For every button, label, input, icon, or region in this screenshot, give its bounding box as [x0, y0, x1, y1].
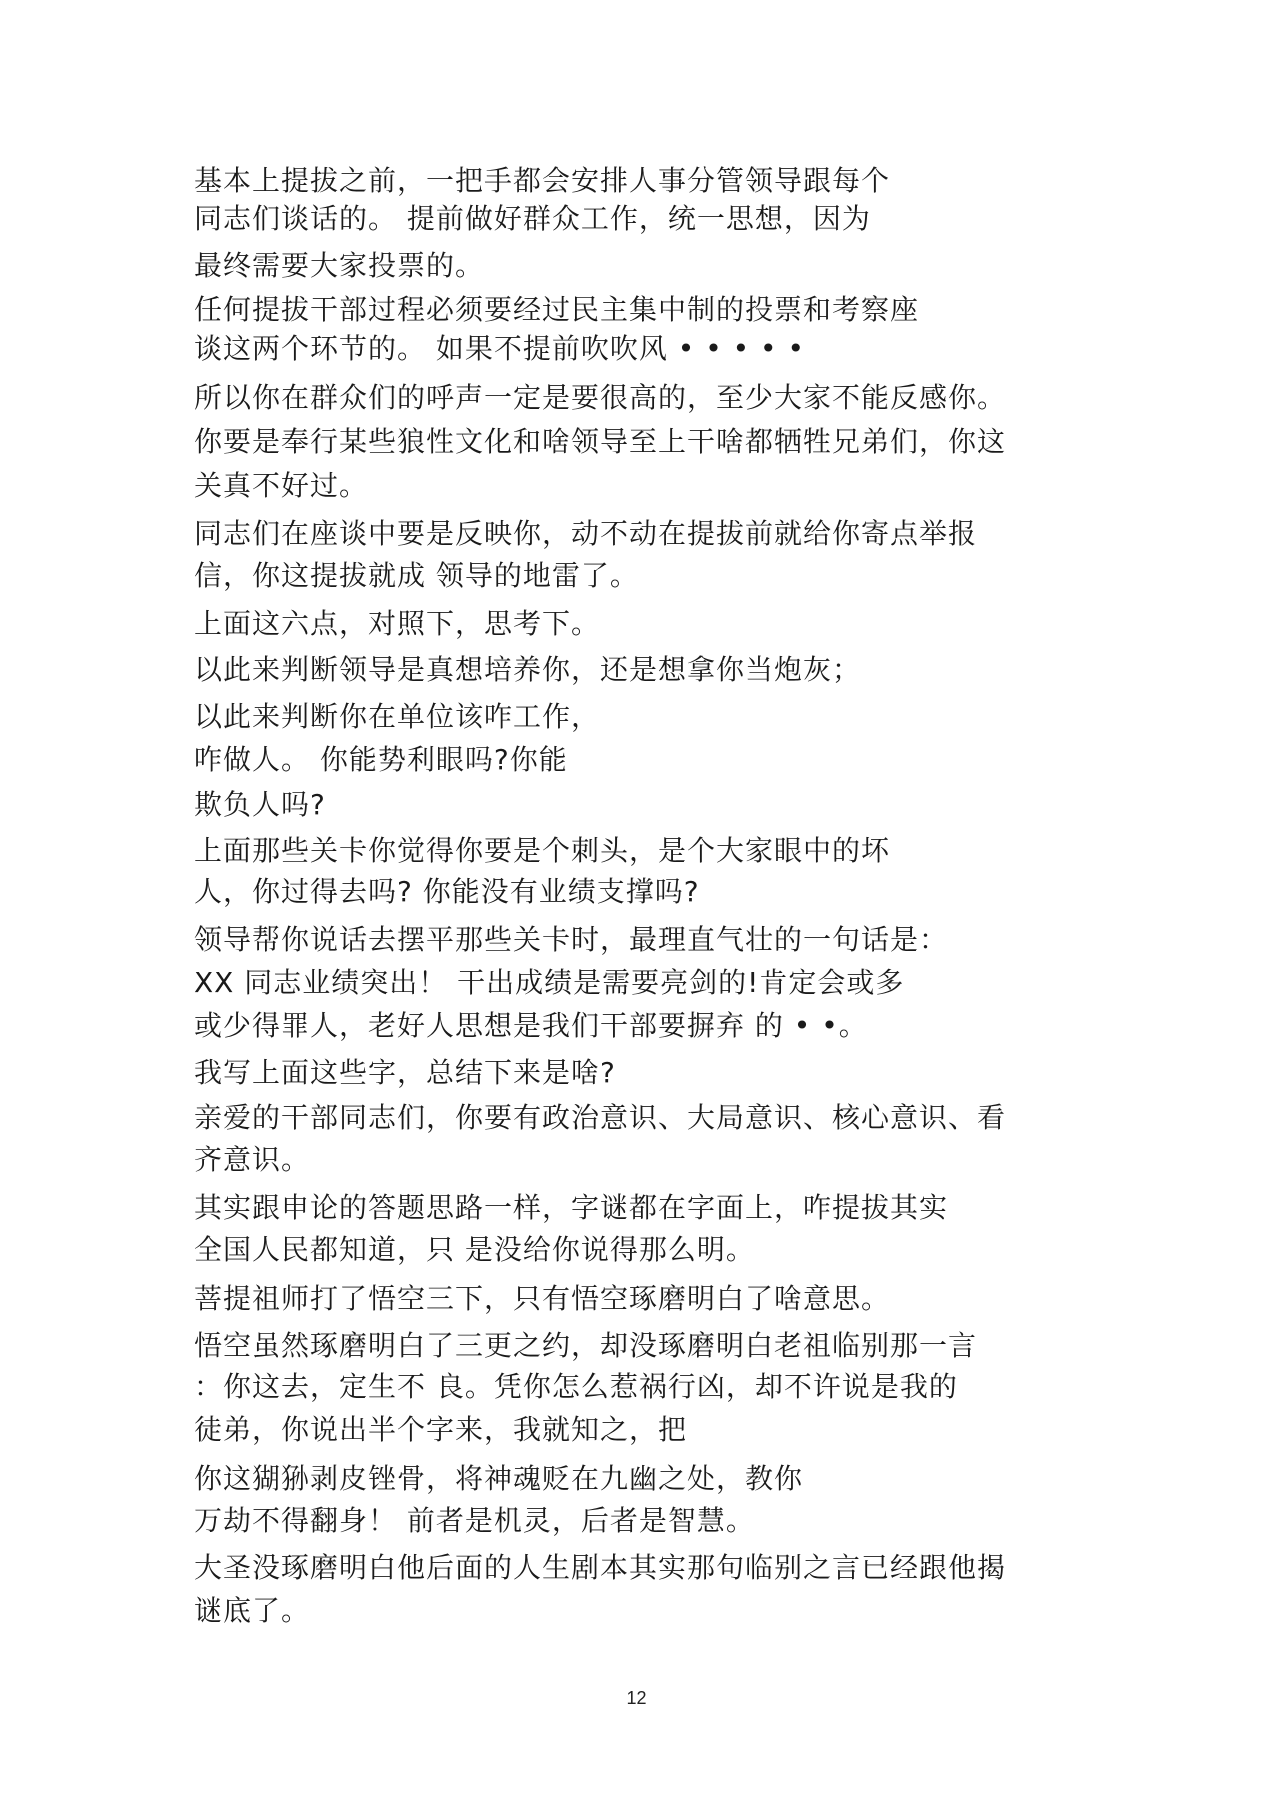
text-line: 谈这两个环节的。 如果不提前吹吹风 • • • • • — [194, 332, 805, 365]
text-line: 徒弟，你说出半个字来，我就知之，把 — [194, 1413, 688, 1446]
text-line: 同志们在座谈中要是反映你，动不动在提拔前就给你寄点举报 — [194, 517, 978, 550]
text-line: 上面那些关卡你觉得你要是个刺头，是个大家眼中的坏 — [194, 834, 891, 867]
text-line: 同志们谈话的。 提前做好群众工作，统一思想，因为 — [194, 202, 871, 235]
text-line: 或少得罪人，老好人思想是我们干部要摒弃 的 • •。 — [194, 1009, 868, 1042]
text-line: 我写上面这些字，总结下来是啥? — [194, 1056, 616, 1089]
text-line: 领导帮你说话去摆平那些关卡时，最理直气壮的一句话是： — [194, 923, 949, 956]
text-line: 你这猢狲剥皮锉骨，将神魂贬在九幽之处，教你 — [194, 1462, 804, 1495]
text-line: 你要是奉行某些狼性文化和啥领导至上干啥都牺牲兄弟们，你这 — [194, 425, 1007, 458]
text-line: 全国人民都知道，只 是没给你说得那么明。 — [194, 1233, 755, 1266]
text-line: ：你这去，定生不 良。凭你怎么惹祸行凶，却不许说是我的 — [194, 1370, 958, 1403]
text-line: 基本上提拔之前，一把手都会安排人事分管领导跟每个 — [194, 164, 891, 197]
text-line: 悟空虽然琢磨明白了三更之约，却没琢磨明白老祖临别那一言 — [194, 1329, 978, 1362]
text-line: 最终需要大家投票的。 — [194, 249, 485, 282]
text-line: 其实跟申论的答题思路一样，字谜都在字面上，咋提拔其实 — [194, 1191, 949, 1224]
text-line: 任何提拔干部过程必须要经过民主集中制的投票和考察座 — [194, 293, 920, 326]
text-line: 咋做人。 你能势利眼吗?你能 — [194, 743, 568, 776]
text-line: 所以你在群众们的呼声一定是要很高的，至少大家不能反感你。 — [194, 381, 1007, 414]
text-line: 以此来判断你在单位该咋工作， — [194, 700, 601, 733]
text-line: 万劫不得翻身！ 前者是机灵，后者是智慧。 — [194, 1504, 755, 1537]
text-line: 上面这六点，对照下，思考下。 — [194, 607, 601, 640]
text-line: 菩提祖师打了悟空三下，只有悟空琢磨明白了啥意思。 — [194, 1282, 891, 1315]
text-line: 信，你这提拔就成 领导的地雷了。 — [194, 559, 639, 592]
text-line: 齐意识。 — [194, 1143, 311, 1176]
text-line: 关真不好过。 — [194, 469, 369, 502]
page-number: 12 — [626, 1688, 647, 1708]
text-line: XX 同志业绩突出！ 干出成绩是需要亮剑的!肯定会或多 — [194, 966, 905, 999]
text-line: 大圣没琢磨明白他后面的人生剧本其实那句临别之言已经跟他揭 — [194, 1551, 1007, 1584]
text-line: 亲爱的干部同志们，你要有政治意识、大局意识、核心意识、看 — [194, 1101, 1007, 1134]
text-line: 谜底了。 — [194, 1594, 311, 1627]
text-line: 人，你过得去吗? 你能没有业绩支撑吗? — [194, 875, 700, 908]
text-line: 以此来判断领导是真想培养你，还是想拿你当炮灰； — [194, 653, 862, 686]
text-line: 欺负人吗? — [194, 788, 326, 821]
